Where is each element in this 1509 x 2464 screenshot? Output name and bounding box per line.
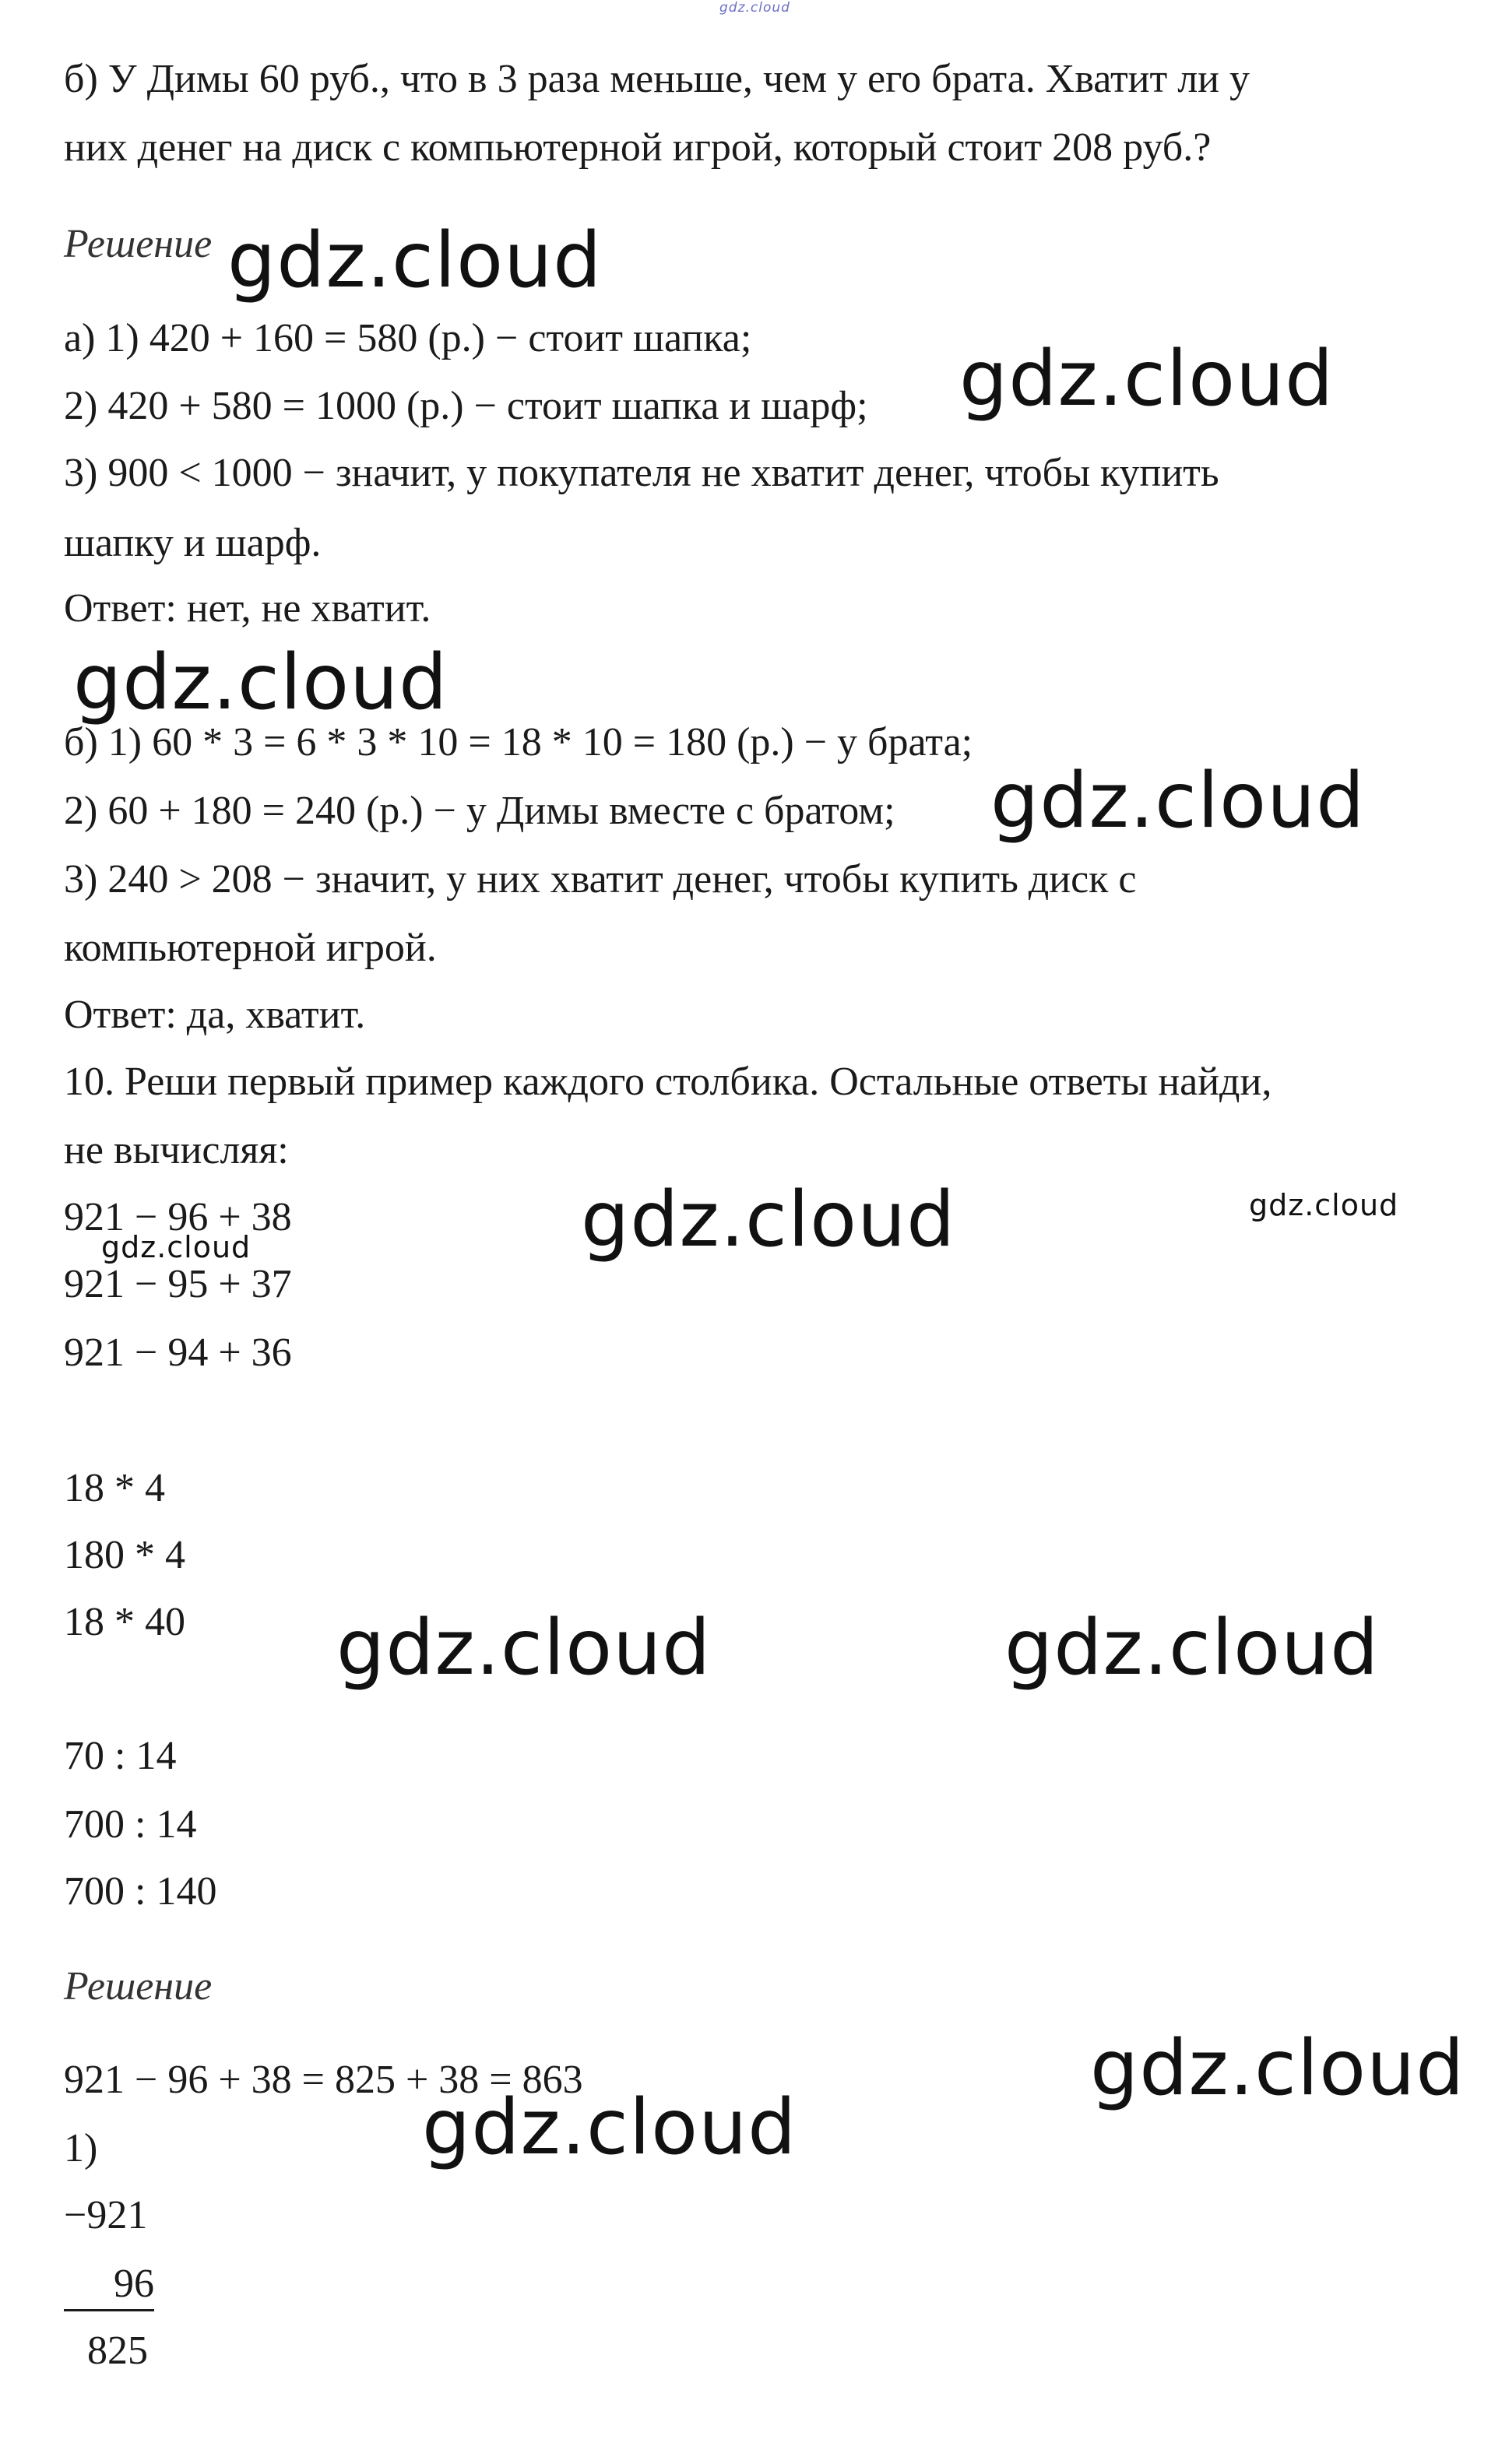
task10-col3-row2: 700 : 14 [64, 1802, 197, 1847]
task10-col3-row3: 700 : 140 [64, 1869, 217, 1914]
watermark-small: gdz.cloud [101, 1230, 252, 1264]
watermark: gdz.cloud [1090, 2024, 1465, 2113]
watermark-top: gdz.cloud [719, 0, 790, 16]
watermark: gdz.cloud [422, 2083, 797, 2172]
problem-b-line1: б) У Димы 60 руб., что в 3 раза меньше, чем у его брата. Хватит ли у [64, 57, 1250, 101]
solution10-result: 825 [87, 2329, 148, 2373]
solution-a-step3-line1: 3) 900 < 1000 − значит, у покупателя не хватит денег, чтобы купить [64, 451, 1219, 495]
task10-col3-row1: 70 : 14 [64, 1734, 177, 1778]
watermark: gdz.cloud [336, 1604, 712, 1692]
solution10-equation: 921 − 96 + 38 = 825 + 38 = 863 [64, 2058, 583, 2102]
task10-col1-row1: 921 − 96 + 38 [64, 1195, 292, 1239]
solution10-label: Решение [64, 1964, 213, 2009]
watermark: gdz.cloud [73, 638, 448, 727]
watermark: gdz.cloud [959, 335, 1335, 424]
solution10-subtrahend-row [64, 2261, 154, 2311]
solution-a-step1: а) 1) 420 + 160 = 580 (р.) − стоит шапка; [64, 316, 752, 360]
solution-b-step1: б) 1) 60 * 3 = 6 * 3 * 10 = 18 * 10 = 180 (р.) − у брата; [64, 720, 973, 765]
problem-b-line2: них денег на диск с компьютерной игрой, который стоит 208 руб.? [64, 125, 1212, 170]
watermark-small: gdz.cloud [1249, 1188, 1399, 1222]
solution-a-step3-line2: шапку и шарф. [64, 521, 322, 565]
watermark: gdz.cloud [227, 216, 603, 305]
task10-col2-row2: 180 * 4 [64, 1533, 185, 1577]
solution-label: Решение [64, 222, 213, 266]
solution-b-step3-line1: 3) 240 > 208 − значит, у них хватит денег, чтобы купить диск с [64, 857, 1137, 902]
solution-b-step3-line2: компьютерной игрой. [64, 926, 437, 970]
task10-col2-row3: 18 * 40 [64, 1600, 185, 1644]
solution10-minuend: −921 [64, 2193, 148, 2237]
solution-a-answer: Ответ: нет, не хватит. [64, 586, 431, 631]
task10-line2: не вычисляя: [64, 1128, 289, 1172]
solution-b-step2: 2) 60 + 180 = 240 (р.) − у Димы вместе с братом; [64, 789, 895, 833]
task10-col1-row3: 921 − 94 + 36 [64, 1330, 292, 1375]
watermark: gdz.cloud [990, 757, 1366, 845]
task10-line1: 10. Реши первый пример каждого столбика. Остальные ответы найди, [64, 1060, 1272, 1104]
solution-b-answer: Ответ: да, хватит. [64, 993, 366, 1037]
solution-a-step2: 2) 420 + 580 = 1000 (р.) − стоит шапка и шарф; [64, 384, 868, 428]
solution10-subtrahend: 96 [64, 2261, 154, 2311]
task10-col1-row2: 921 − 95 + 37 [64, 1262, 292, 1306]
watermark: gdz.cloud [581, 1176, 956, 1264]
task10-col2-row1: 18 * 4 [64, 1466, 165, 1510]
solution10-step-label: 1) [64, 2126, 98, 2170]
watermark: gdz.cloud [1004, 1604, 1380, 1692]
